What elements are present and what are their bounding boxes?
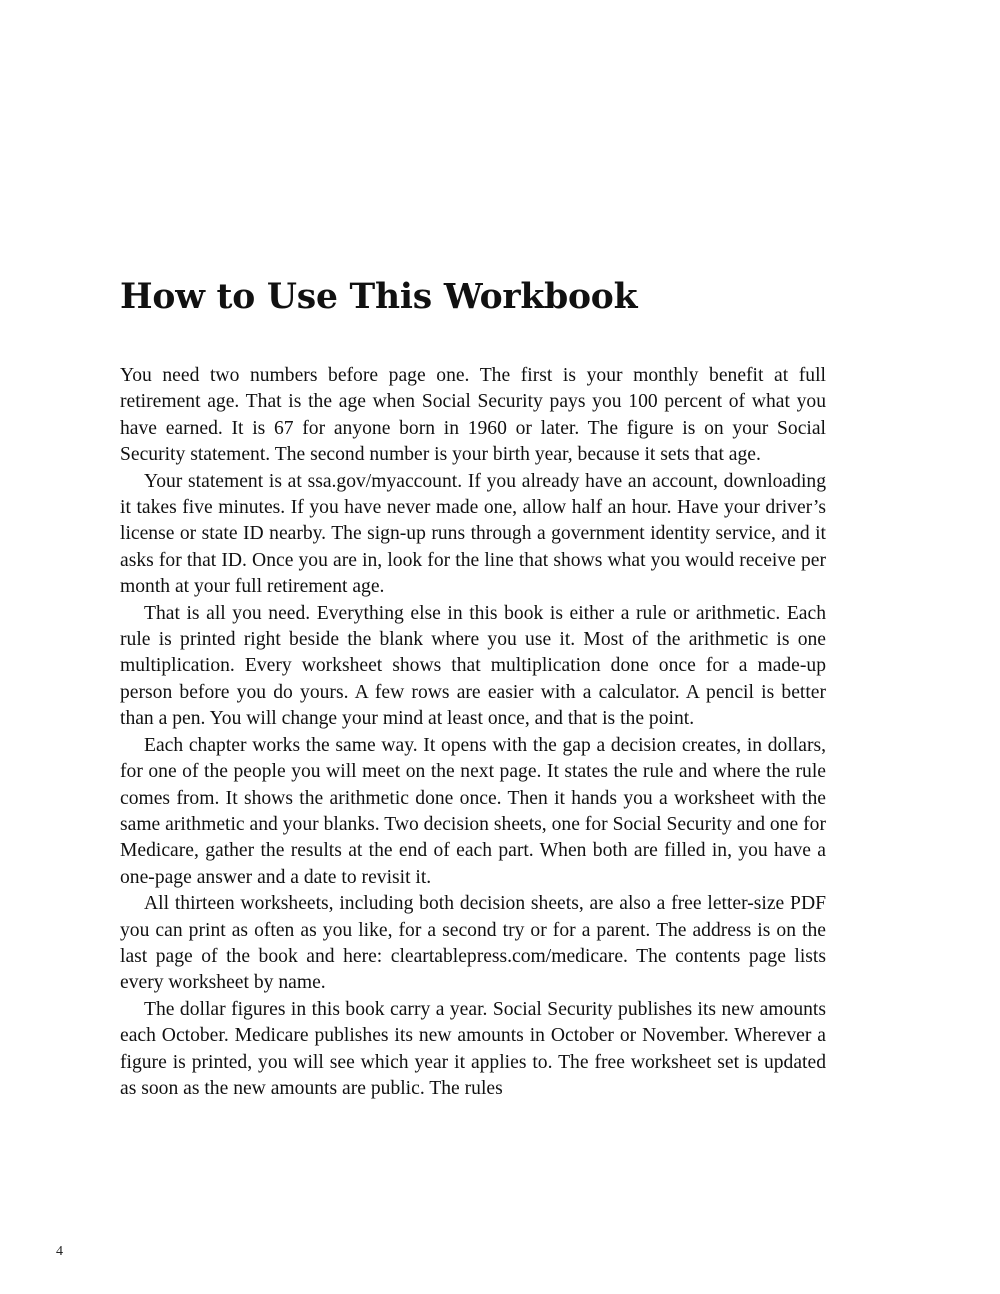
paragraph-2: Your statement is at ssa.gov/myaccount. If you already have an account, downloading it takes five minutes. If you have never made one, allow half an hour. Have your driver’s license or state ID nearby. The sign-up runs through a government identity service, and it asks for that ID. Once you are in, look for the line that shows what you would receive per month at your full retirement age. [120, 470, 826, 598]
paragraph-5: All thirteen worksheets, including both decision sheets, are also a free letter-size PDF you can print as often as you like, for a second try or for a parent. The address is on the last page of the book and here: cleartablepress.com/medicare. The contents page lists every worksheet by name. [120, 893, 826, 994]
chapter-title: How to Use This Workbook [120, 277, 638, 317]
paragraph-4: Each chapter works the same way. It opens with the gap a decision creates, in dollars, for one of the people you will meet on the next page. It states the rule and where the rule comes from. It shows the arithmetic done once. Then it hands you a worksheet with the same arithmetic and your blanks. Two decision sheets, one for Social Security and one for Medicare, gather the results at the end of each part. When both are filled in, you have a one-page answer and a date to revisit it. [120, 734, 826, 888]
paragraph-6: The dollar figures in this book carry a year. Social Security publishes its new amounts each October. Medicare publishes its new amounts in October or November. Wherever a figure is printed, you will see which year it applies to. The free worksheet set is updated as soon as the new amounts are public. The rules [120, 998, 826, 1099]
body-text [120, 363, 826, 1102]
paragraph-1: You need two numbers before page one. The first is your monthly benefit at full retirement age. That is the age when Social Security pays you 100 percent of what you have earned. It is 67 for anyone born in 1960 or later. The figure is on your Social Security statement. The second number is your birth year, because it sets that age. [120, 365, 826, 466]
paragraph-3: That is all you need. Everything else in this book is either a rule or arithmetic. Each rule is printed right beside the blank where you use it. Most of the arithmetic is one multiplication. Every worksheet shows that multiplication done once for a made-up person before you do yours. A few rows are easier with a calculator. A pencil is better than a pen. You will change your mind at least once, and that is the point. [120, 602, 826, 730]
page-number: 4 [56, 1244, 63, 1259]
